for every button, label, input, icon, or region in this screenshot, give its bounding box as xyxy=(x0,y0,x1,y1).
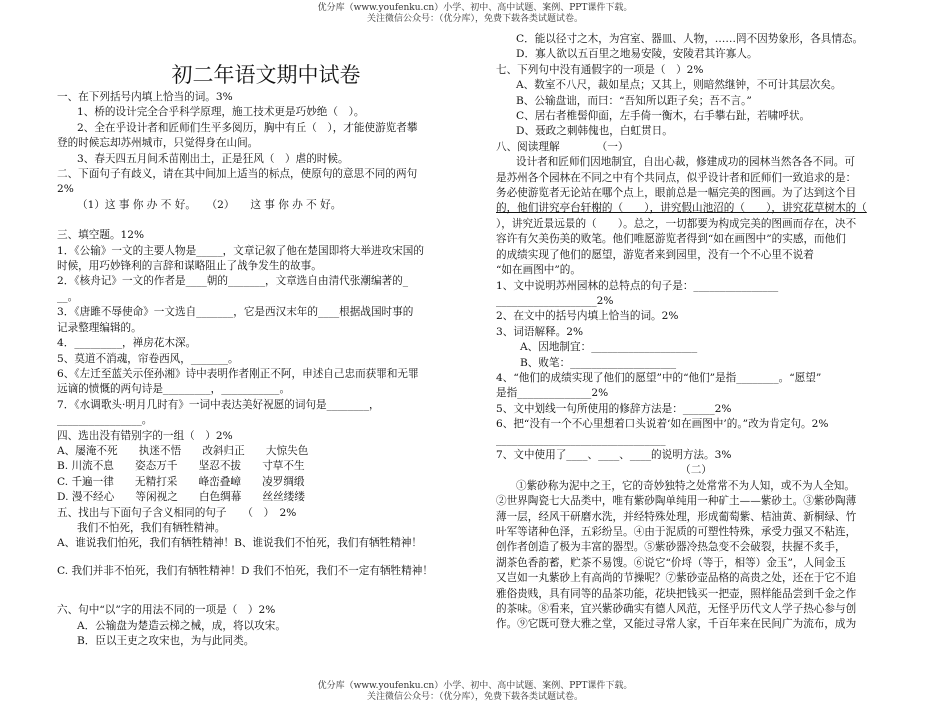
page-footer xyxy=(0,681,950,703)
p1-question-3a: A、因地制宜：____________________ xyxy=(520,341,698,354)
q1-item-2: 2、全在乎设计者和匠师们生平多阅历，胸中有丘（ ），才能使游览者攀 xyxy=(77,121,418,134)
q6-option-b: B．臣以王吏之攻宋也，为与此同类。 xyxy=(77,635,255,647)
passage2-line: 叶军等诸种色泽，五彩纷呈。④由于泥质的可塑性特殊，承受力强又不粘连， xyxy=(496,526,857,538)
passage1-line: 的成绩实现了他们的愿望，游览者来到园里，没有一个不心里不说着 xyxy=(496,248,814,261)
p1-question-3b: B、败笔：____________________ xyxy=(520,356,677,369)
p1-question-7: 7、文中使用了____、____、____的说明方法。3% xyxy=(496,448,732,461)
q2-score: 2% xyxy=(57,183,74,196)
passage2-line: 作。⑨它既可登大雅之堂，又能过寻常人家，千百年来在民间广为流布，成为 xyxy=(496,618,857,631)
q3-item-7-cont: ________________。 xyxy=(57,414,153,427)
p1-question-2: 2、在文中的括号内填上恰当的词。2% xyxy=(496,310,679,323)
q3-item-6-cont: 远谪的愤慨的两句诗是_________，___________。 xyxy=(57,383,291,396)
q3-item-3: 3．《唐雎不辱使命》一文选自_______，它是西汉末年的____根据战国时事的 xyxy=(57,306,414,319)
q1-item-3: 3、春天四五月间禾苗刚出土，正是狂风（ ）虐的时候。 xyxy=(77,152,349,165)
q3-item-2-cont: __。 xyxy=(57,290,79,303)
header-line-1: 优分库（www.youfenku.cn）小学、初中、高中试题、案例、PPT课件下载。 xyxy=(317,3,633,13)
q7-heading: 七、下列句中没有通假字的一项是（ ）2% xyxy=(496,63,704,76)
p1-question-1: 1、文中说明苏州园林的总特点的句子是：________________ xyxy=(496,279,779,292)
p1-question-6-blank: ________________________________ xyxy=(496,433,666,446)
q2-sentences: （1）这 事 你 办 不 好。 （2） 这 事 你 办 不 好。 xyxy=(77,198,342,211)
q5-options-cd: C. 我们并非不怕死，我们有牺牲精神！D 我们不怕死，我们不一定有牺牲精神！ xyxy=(57,564,433,577)
q1-item-2-cont: 登的时候忘却苏州城市，只觉得身在山间。 xyxy=(57,137,259,150)
passage2-line: 雅俗贵贱，具有同等的品茶功能，花块把钱买一把壶，照样能品尝到千金之作 xyxy=(496,587,857,600)
q2-heading: 二、下面句子有歧义，请在其中间加上适当的标点，使原句的意思不同的两句 xyxy=(57,168,418,181)
q4-heading: 四、选出没有错别字的一组（ ）2% xyxy=(57,429,233,442)
q1-heading: 一、在下列括号内填上恰当的词。3% xyxy=(57,91,233,103)
passage2-line: 湖茶色香韵蓄，贮茶不易馊。⑥说它“价埒（等于，相等）金玉”，人间金玉 xyxy=(496,556,846,569)
q8-heading: 八、阅读理解 （一） xyxy=(496,140,629,153)
q3-item-1-cont: 时候，用巧妙锋利的言辞和谋略阻止了战争发生的故事。 xyxy=(57,260,322,273)
p1-question-3: 3、词语解释。2% xyxy=(496,325,584,338)
q7-option-d: D、聂政之刺韩傀也，白虹贯日。 xyxy=(516,125,673,138)
q3-item-5: 5、莫道不消魂，帘卷西风，_______。 xyxy=(57,352,239,365)
p1-question-4: 4、“他们的成绩实现了他们的愿望”中的“他们”是指________。“愿望” xyxy=(496,371,822,384)
passage2-line: 创作者创造了极为丰富的器型。⑤紫砂器冷热急变不会破裂，扶握不炙手， xyxy=(496,541,846,554)
p1-question-6: 6、把“没有一个不心里想着口头说着‘如在画图中’的。”改为肯定句。2% xyxy=(496,418,829,431)
blank-line xyxy=(57,579,465,591)
right-column xyxy=(496,32,896,633)
passage1-line: 是苏州各个园林在不同之中有个共同点，似乎设计者和匠师们一致追求的是： xyxy=(496,171,857,184)
q3-item-2: 2．《核舟记》一文的作者是____朝的_______，文章选自由清代张潮编著的_ xyxy=(57,275,409,288)
q5-sentence: 我们不怕死，我们有牺牲精神。 xyxy=(77,521,226,534)
footer-line-1: 优分库（www.youfenku.cn）小学、初中、高中试题、案例、PPT课件下载。 xyxy=(317,681,633,691)
passage1-underlined-line: 的，他们讲究亭台轩榭的（ ），讲究假山池沼的（ ），讲究花草树木的（ xyxy=(496,202,867,215)
header-line-2: 关注微信公众号：（优分库），免费下载各类试题试卷。 xyxy=(366,14,583,24)
passage2-heading: （二） xyxy=(680,464,712,477)
exam-title: 初二年语文期中试卷 xyxy=(171,63,361,87)
q6-option-c: C．能以径寸之木，为宫室、器皿、人物，……罔不因势象形，各具情态。 xyxy=(516,33,864,45)
passage1-line: 容许有欠美伤美的败笔。他们唯愿游览者得到“如在画图中”的实感，而他们 xyxy=(496,233,846,246)
q4-option-d: D. 漫不经心 等闲视之 白色绸幕 丝丝缕缕 xyxy=(57,491,305,504)
blank-line xyxy=(57,213,465,228)
p1-question-4-cont: 是指______________2% xyxy=(496,387,609,400)
q6-heading: 六、句中“以”字的用法不同的一项是（ ）2% xyxy=(57,604,276,617)
p1-question-5: 5、文中划线一句所使用的修辞方法是：______2% xyxy=(496,402,732,415)
passage2-line: ②世界陶瓷七大品类中，唯有紫砂陶单纯用一种矿土——紫砂土。③紫砂陶薄 xyxy=(496,495,857,508)
q5-options-ab: A、谁说我们怕死，我们有牺牲精神！B、谁说我们不怕死，我们有牺牲精神！ xyxy=(57,537,423,550)
passage1-line: “如在画图中”的。 xyxy=(496,264,581,277)
passage2-line: ①紫砂称为泥中之王，它的奇妙独特之处常常不为人知，或不为人全知。 xyxy=(516,479,855,492)
p1-question-1-blank: ___________________2% xyxy=(496,294,614,307)
q3-item-4: 4．_________，禅房花木深。 xyxy=(57,337,197,350)
q7-option-a: A、数室不八尺，裁如星点；又其上，则暗然继钟，不可计其层次矣。 xyxy=(516,79,842,92)
passage2-line: 薄一层，经风干研磨水洗，并经特殊处理，形成葡萄紫、桔油黄、新桐绿、竹 xyxy=(496,510,857,523)
q3-heading: 三、填空题。12% xyxy=(57,229,145,242)
left-column xyxy=(57,60,465,649)
q7-option-c: C、居右者椎髻仰面，左手倚一衡木，右手攀右趾，若啸呼状。 xyxy=(516,110,811,123)
q1-item-1: 1、桥的设计完全合乎科学原理，施工技术更是巧妙绝（ ）。 xyxy=(77,106,365,119)
q6-option-d: D．寡人欲以五百里之地易安陵，安陵君其许寡人。 xyxy=(516,48,758,61)
passage1-line: 务必使游览者无论站在哪个点上，眼前总是一幅完美的图画。为了达到这个目 xyxy=(496,187,857,200)
q3-item-3-cont: 记录整理编辑的。 xyxy=(57,321,142,334)
q4-option-c: C. 千遍一律 无精打采 峰峦叠嶂 凌罗绸缎 xyxy=(57,475,305,488)
footer-line-2: 关注微信公众号：（优分库），免费下载各类试题试卷。 xyxy=(366,692,583,702)
passage1-line: 设计者和匠师们因地制宜，自出心裁，修建成功的园林当然各各不同。可 xyxy=(516,156,855,169)
passage2-line: 的茶味。⑧看来，宜兴紫砂确实有德人风范，无怪乎历代文人学子热心参与创 xyxy=(496,603,857,616)
q4-option-b: B. 川流不息 姿态万千 坚忍不拔 寸草不生 xyxy=(57,460,305,473)
blank-line xyxy=(57,591,465,603)
q6-option-a: A．公输盘为楚造云梯之械，成，将以攻宋。 xyxy=(77,619,286,632)
q3-item-6: 6、《左迁至蓝关示侄孙湘》诗中表明作者刚正不阿，申述自己忠而获罪和无罪 xyxy=(57,367,419,380)
q3-item-1: 1．《公输》一文的主要人物是_____，文章记叙了他在楚国即将大举进攻宋国的 xyxy=(57,244,424,257)
page-header xyxy=(0,3,950,25)
passage1-line: ），讲究近景远景的（ ）。总之，一切都要为构成完美的图画而存在，决不 xyxy=(496,217,857,230)
blank-line xyxy=(57,552,465,564)
passage2-line: 又岂如一丸紫砂上有高尚的节操呢？⑦紫砂壶品格的高贵之处，还在于它不追 xyxy=(496,572,857,585)
q5-heading: 五、找出与下面句子含义相同的句子 （ ） 2% xyxy=(57,506,297,519)
q7-option-b: B、公输盘诎，而曰：“吾知所以距子矣；吾不言。” xyxy=(516,94,752,107)
q4-option-a: A、屡淹不死 执迷不悟 改斜归正 大惊失色 xyxy=(57,444,309,457)
q3-item-7: 7．《水调歌头·明月几时有》一词中表达美好祝愿的词句是________， xyxy=(57,398,380,411)
